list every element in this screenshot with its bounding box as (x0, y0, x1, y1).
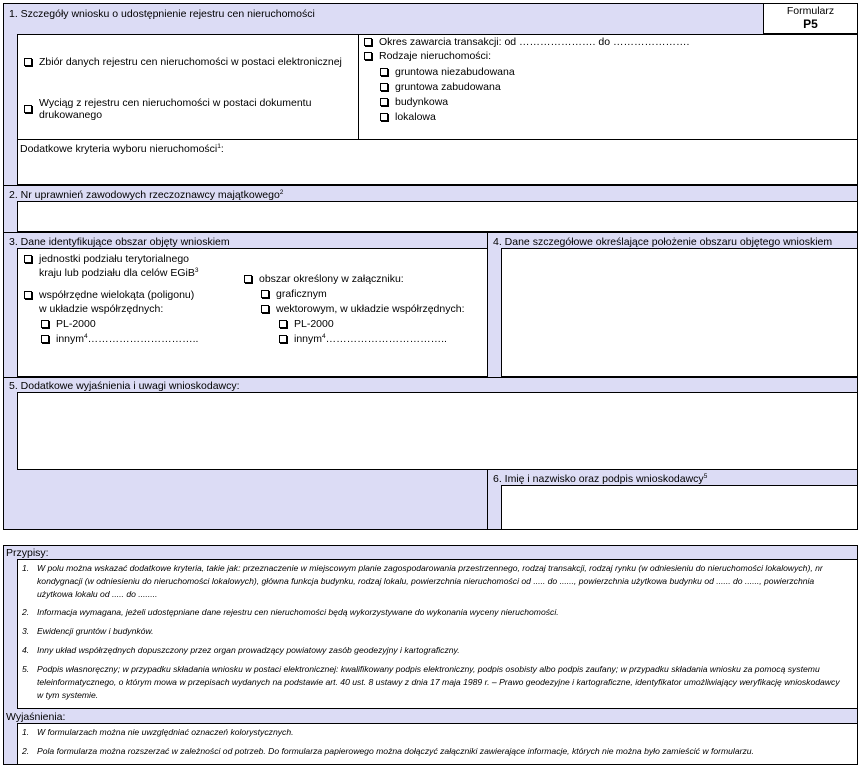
types-label: Rodzaje nieruchomości: (379, 50, 492, 62)
wyjasnienia-title: Wyjaśnienia: (6, 711, 66, 723)
explanation-line: Pola formularza można rozszerzać w zależności od potrzeb. Do formularza papierowego można dołączyć załączniki zawierające informacje, których nie można było zamieścić w formularzu. (37, 746, 754, 756)
types-field[interactable] (364, 50, 491, 62)
option-other-b[interactable] (279, 333, 447, 345)
footnote-item (22, 663, 852, 702)
option-other[interactable] (41, 333, 198, 345)
option-attachment[interactable] (244, 273, 404, 285)
section4-input[interactable] (501, 248, 858, 377)
footnote-number: 4. (22, 645, 30, 655)
vector-label: wektorowym, w układzie współrzędnych: (276, 303, 465, 315)
section2-title (9, 189, 283, 201)
other-b-label: innym (294, 333, 323, 345)
polygon-line1: współrzędne wielokąta (poligonu) (39, 289, 195, 301)
explanation-number: 2. (22, 746, 30, 756)
section1-divider-vertical (358, 34, 359, 139)
type-item[interactable] (380, 96, 448, 108)
section6-title (493, 473, 707, 485)
section4-title: 4. Dane szczegółowe określające położenie obszaru objętego wnioskiem (493, 236, 833, 248)
other-b-dots: …………………………….. (325, 333, 447, 345)
type-item[interactable] (380, 81, 501, 93)
type-label: gruntowa niezabudowana (395, 66, 515, 78)
form-label: Formularz (786, 5, 835, 17)
option-pl2000[interactable] (41, 318, 96, 330)
section5-title: 5. Dodatkowe wyjaśnienia i uwagi wnioskodawcy: (9, 380, 240, 392)
footnote-line: Informacja wymagana, jeżeli udostępniane dane rejestru cen nieruchomości będą wykorzystywane do wykonania wyceny nieruchomości. (37, 607, 559, 617)
checkbox-vector[interactable] (261, 305, 269, 313)
option-vector[interactable] (261, 303, 465, 315)
checkbox-other-b[interactable] (279, 335, 287, 343)
checkbox-pl2000[interactable] (41, 320, 49, 328)
footnote-ref: 3 (194, 267, 199, 274)
footnote-item (22, 562, 852, 601)
footnote-number: 2. (22, 607, 30, 617)
checkbox-other[interactable] (41, 335, 49, 343)
form-code: P5 (803, 17, 818, 31)
polygon-line2: w układzie współrzędnych: (39, 303, 164, 315)
section2-input[interactable] (17, 201, 858, 232)
footnote-item (22, 644, 852, 657)
type-item[interactable] (380, 111, 436, 123)
checkbox-type-1[interactable] (380, 83, 388, 91)
checkbox-types[interactable] (364, 52, 372, 60)
units-line1: jednostki podziału terytorialnego (39, 253, 190, 265)
section3-title: 3. Dane identyfikujące obszar objęty wnioskiem (9, 236, 230, 248)
explanation-item (22, 726, 852, 739)
przepisy-title: Przypisy: (6, 547, 49, 559)
section5-top-line (3, 377, 858, 378)
type-label: gruntowa zabudowana (395, 81, 501, 93)
units-line2 (39, 267, 198, 279)
period-label: Okres zawarcia transakcji: od …………………. do …………………. (379, 36, 690, 48)
footnote-line: W polu można wskazać dodatkowe kryteria, takie jak: przeznaczenie w miejscowym planie zagospodarowania przestrzennego, rodzaj transakcji, rodzaj rynku (w odniesieniu do nieruchomości lokalowych), nr (37, 563, 823, 573)
footnote-ref: 4 (322, 333, 326, 340)
footnote-line: kondygnacji (w odniesieniu do nieruchomości lokalowych), główna funkcja budynku, rodzaj lokalu, powierzchnia nieruchomości od ..... do ......, powierzchnia użytkowa budynku od ...... do ......, powierzchnia (37, 576, 815, 586)
checkbox-graphic[interactable] (261, 290, 269, 298)
extra-criteria-label (20, 143, 224, 155)
option-printed-line1: Wyciąg z rejestru cen nieruchomości w postaci dokumentu (39, 97, 312, 109)
option-electronic-label: Zbiór danych rejestru cen nieruchomości w postaci elektronicznej (39, 56, 342, 68)
footnote-number: 5. (22, 664, 30, 674)
option-printed[interactable] (24, 97, 311, 121)
option-units[interactable] (24, 253, 189, 265)
checkbox-type-3[interactable] (380, 113, 388, 121)
checkbox-electronic[interactable] (24, 58, 32, 66)
footnote-item (22, 625, 852, 638)
section6-left-line (487, 470, 488, 530)
other-label: innym (56, 333, 85, 345)
graphic-label: graficznym (276, 288, 327, 300)
footnote-line: użytkowa lokalu od ..... do ........ (37, 589, 158, 599)
option-polygon[interactable] (24, 289, 194, 301)
checkbox-type-2[interactable] (380, 98, 388, 106)
section1-title: 1. Szczegóły wniosku o udostępnienie rejestru cen nieruchomości (9, 8, 315, 20)
checkbox-period[interactable] (364, 38, 372, 46)
checkbox-printed[interactable] (24, 105, 32, 113)
option-pl2000-b[interactable] (279, 318, 334, 330)
option-printed-line2: drukowanego (39, 109, 103, 121)
section6-title-text: 6. Imię i nazwisko oraz podpis wnioskodawcy (493, 473, 704, 485)
section2-title-text: 2. Nr uprawnień zawodowych rzeczoznawcy majątkowego (9, 189, 280, 201)
footnote-ref: 1 (217, 143, 221, 150)
footnote-number: 1. (22, 563, 30, 573)
extra-criteria-colon: : (220, 143, 224, 155)
option-electronic[interactable] (24, 56, 342, 68)
type-label: budynkowa (395, 96, 449, 108)
checkbox-units[interactable] (24, 255, 32, 263)
signature-input[interactable] (501, 485, 858, 530)
section1-divider-horizontal (17, 139, 858, 140)
section5-input[interactable] (17, 392, 858, 470)
type-item[interactable] (380, 66, 515, 78)
footnote-line: teleinformatycznego, o którym mowa w przepisach wydanych na podstawie art. 40 ust. 8 ustawy z dnia 17 maja 1989 r. – Prawo geodezyjne i kartograficzne, identyfikator umożliwiający weryfikację wnioskodawcy (37, 677, 840, 687)
other-dots: ………………………….. (87, 333, 199, 345)
explanation-number: 1. (22, 727, 30, 737)
footnote-ref: 4 (84, 333, 88, 340)
units-line2-text: kraju lub podziału dla celów EGiB (39, 267, 195, 279)
checkbox-pl2000-b[interactable] (279, 320, 287, 328)
checkbox-attachment[interactable] (244, 275, 252, 283)
type-label: lokalowa (395, 111, 436, 123)
footnote-line: Podpis własnoręczny; w przypadku składania wniosku w postaci elektronicznej: kwalifikowany podpis elektroniczny, podpis osobisty albo podpis zaufany; w przypadku składania wniosku za pomocą systemu (37, 664, 820, 674)
footnote-line: w tym systemie. (37, 690, 99, 700)
pl2000-label: PL-2000 (56, 318, 96, 330)
extra-criteria-text: Dodatkowe kryteria wyboru nieruchomości (20, 143, 218, 155)
footnote-ref: 2 (279, 189, 284, 196)
footnote-ref: 5 (703, 473, 708, 480)
footnote-item (22, 606, 852, 619)
explanation-line: W formularzach można nie uwzględniać oznaczeń kolorystycznych. (37, 727, 294, 737)
footnote-line: Inny układ współrzędnych dopuszczony przez organ prowadzący powiatowy zasób geodezyjny i kartograficzny. (37, 645, 460, 655)
section2-top-line (3, 185, 858, 186)
section3-top-line (3, 232, 858, 233)
checkbox-type-0[interactable] (380, 68, 388, 76)
explanation-item (22, 745, 852, 758)
footnote-line: Ewidencji gruntów i budynków. (37, 626, 154, 636)
pl2000-b-label: PL-2000 (294, 318, 334, 330)
option-graphic[interactable] (261, 288, 327, 300)
attachment-label: obszar określony w załączniku: (259, 273, 404, 285)
checkbox-polygon[interactable] (24, 291, 32, 299)
period-field[interactable] (364, 36, 689, 48)
footnote-number: 3. (22, 626, 30, 636)
